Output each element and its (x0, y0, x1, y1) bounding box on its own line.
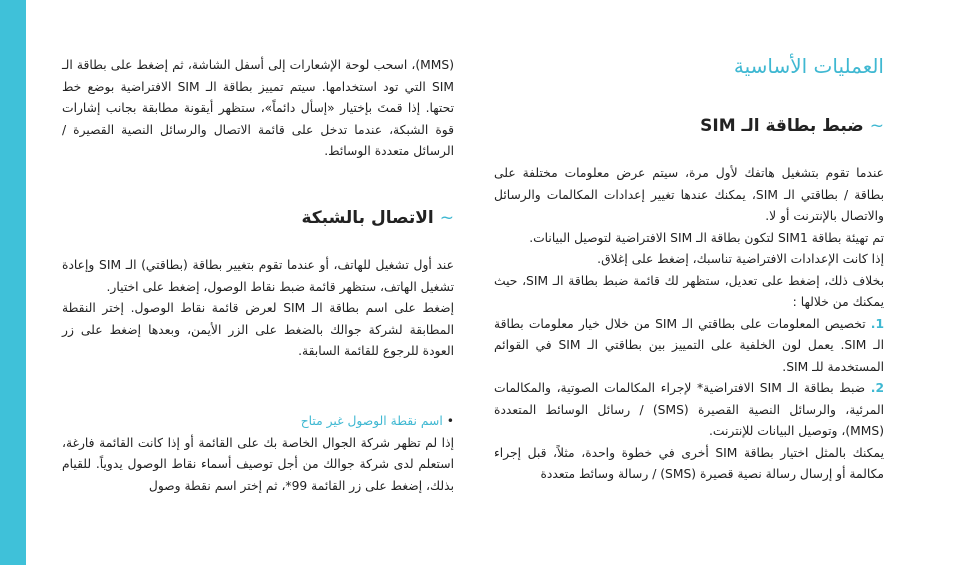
sim-para-1: عندما تقوم بتشغيل هاتفك لأول مرة، سيتم عرض معلومات مختلفة على بطاقة / بطاقتي الـ SIM، يمكنك عندها تغيير إعدادات المكالمات والرسائل والاتصال بالإنترنت أو لا. (494, 166, 884, 223)
section-heading-sim-text: ضبط بطاقة الـ SIM (700, 116, 864, 136)
continued-paragraph (62, 55, 454, 163)
list-text-1: تخصيص المعلومات على بطاقتي الـ SIM من خلال خيار معلومات بطاقة الـ SIM. يعمل لون الخلفية على التمييز بين بطاقتي الـ SIM في القوائم المستخدمة للـ SIM. (494, 316, 884, 374)
network-para-3: إذا لم تظهر شركة الجوال الخاصة بك على القائمة أو إذا كانت القائمة فارغة، استعلم لدى شركة جوالك من أجل توصيف أسماء نقاط الوصول يدوياً. للقيام بذلك، إضغط على زر القائمة 99*، ثم إختر اسم نقطة وصول (62, 435, 454, 493)
list-number-1: 1. (870, 316, 884, 331)
list-text-2: ضبط بطاقة الـ SIM الافتراضية* لإجراء المكالمات الصوتية، والمكالمات المرئية، والرسائل النصية القصيرة (SMS) / رسائل الوسائط المتعددة (MMS)، وتوصيل البيانات للإنترنت. (494, 381, 885, 438)
sim-para-5: يمكنك بالمثل اختيار بطاقة SIM أخرى في خطوة واحدة، مثلاً، قبل إجراء مكالمة أو إرسال رسالة نصية قصيرة (SMS) / رسالة وسائط متعددة (494, 445, 885, 481)
network-para-2: إضغط على اسم بطاقة الـ SIM لعرض قائمة نقاط الوصول. إختر النقطة المطابقة لشركة جوالك بالضغط على الزر الأيمن، وبعدها إضغط على زر العودة للرجوع للقائمة السابقة. (62, 301, 454, 358)
accent-side-bar (0, 0, 26, 565)
sim-para-2: تم تهيئة بطاقة SIM1 لتكون بطاقة الـ SIM الافتراضية لتوصيل البيانات. (529, 230, 884, 245)
sim-section-body (494, 163, 884, 486)
network-section-body (62, 255, 454, 363)
network-para-1: عند أول تشغيل للهاتف، أو عندما تقوم بتغيير بطاقة (بطاقتي) الـ SIM وإعادة تشغيل الهاتف، ستظهر قائمة ضبط نقاط الوصول، إضغط على اختيار. (62, 258, 454, 294)
section-heading-sim (700, 113, 884, 139)
list-number-2: 2. (870, 381, 884, 395)
sim-list-item-1 (494, 314, 884, 379)
apn-subsection (62, 411, 454, 497)
section-heading-network (301, 205, 454, 231)
sim-para-4: بخلاف ذلك، إضغط على تعديل، ستظهر لك قائمة ضبط بطاقة الـ SIM، حيث يمكنك من خلالها : (494, 273, 884, 309)
section-heading-network-text: الاتصال بالشبكة (301, 208, 434, 228)
page-title: العمليات الأساسية (733, 54, 884, 78)
cont-para: (MMS)، اسحب لوحة الإشعارات إلى أسفل الشاشة، ثم إضغط على بطاقة الـ SIM التي تود استخدامها. سيتم تمييز بطاقة الـ SIM الافتراضية بوضع خط تحتها. إذا قمتَ بإختيار «إسأل دائماً»، ستظهر أيقونة مطابقة بجانب إشارات قوة الشبكة، عندما تدخل على قائمة الاتصال والرسائل النصية القصيرة / الرسائل متعددة الوسائط. (62, 58, 454, 158)
bullet-marker: • (446, 414, 454, 428)
apn-sub-heading-text: اسم نقطة الوصول غير متاح (300, 414, 443, 428)
sim-para-3: إذا كانت الإعدادات الافتراضية تناسبك، إضغط على إغلاق. (597, 252, 884, 266)
apn-sub-heading (62, 411, 454, 433)
tilde-marker: ~ (439, 208, 454, 228)
tilde-marker: ~ (869, 116, 884, 136)
sim-list-item-2 (494, 378, 884, 443)
